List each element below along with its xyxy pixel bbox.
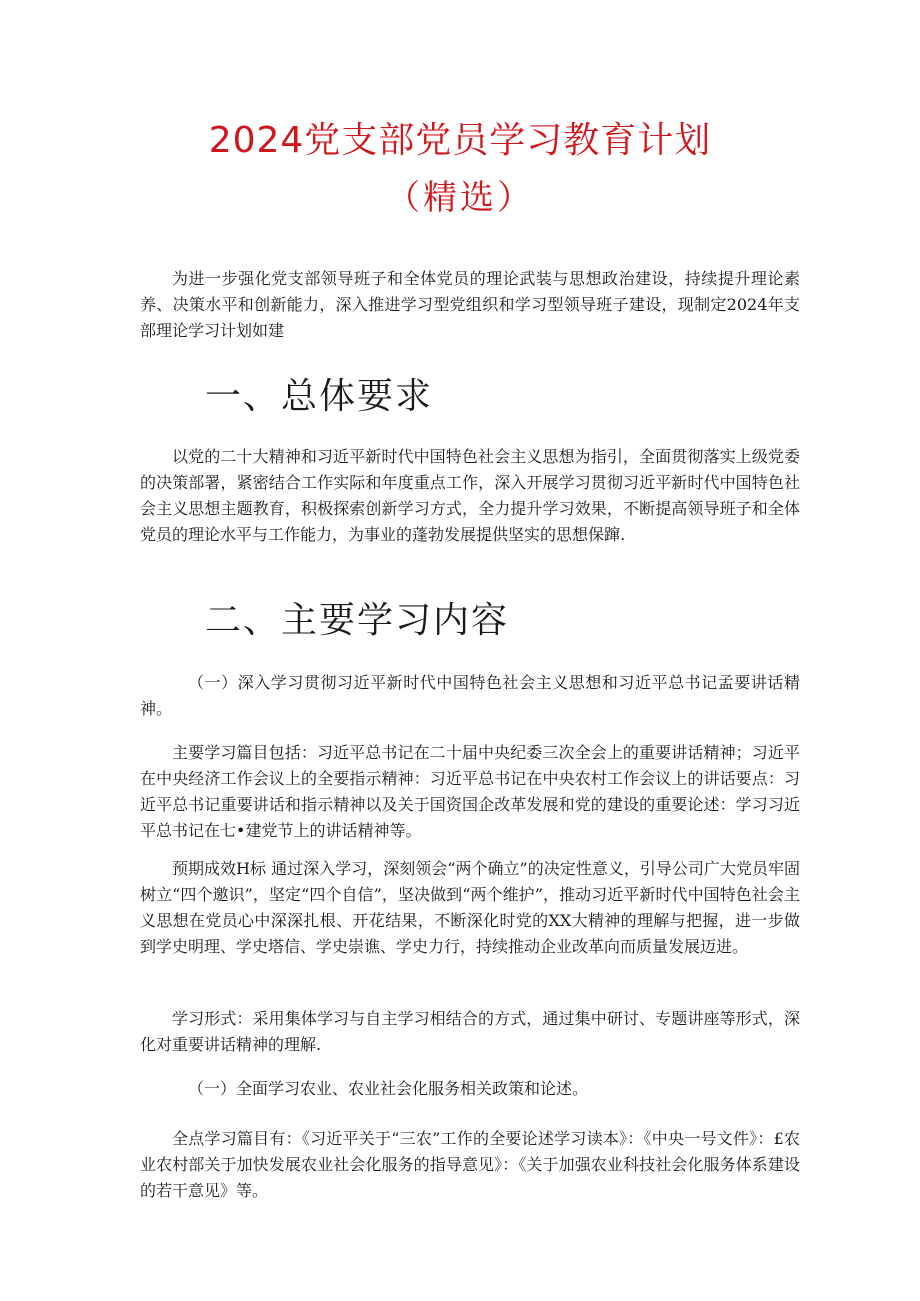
document-title: 2024党支部党员学习教育计划 [208, 120, 712, 161]
item1-form-paragraph: 学习形式：采用集体学习与自主学习相结合的方式，通过集中研讨、专题讲座等形式，深化对重要讲话精神的理解. [140, 1009, 800, 1054]
item1-title: （一）深入学习贯彻习近平新时代中国特色社会主义思想和习近平总书记孟要讲话精神。 [140, 673, 800, 718]
item2-articles-paragraph: 全点学习篇目有：《习近平关于“三农”工作的全要论述学习读本》：《中央一号文件》：£农业农村部关于加快发展农业社会化服务的指导意见》：《关于加强农业科技社会化服务体系建设的若干意见》等。 [140, 1129, 800, 1200]
document-subtitle: （精选） [386, 178, 534, 218]
item1-articles-paragraph: 主要学习篇目包括：习近平总书记在二十届中央纪委三次全会上的重要讲话精神；习近平在中央经济工作会议上的全要指示精神：习近平总书记在中央农村工作会议上的讲话要点：习近平总书记重要讲话和指示精神以及关于国资国企改革发展和党的建设的重要论述：学习习近平总书记在七•建党节上的讲话精神等。 [140, 743, 800, 840]
section-heading-general-requirements: 一、总体要求 [205, 376, 434, 417]
general-requirements-paragraph: 以党的二十大精神和习近平新时代中国特色社会主义思想为指引，全面贯彻落实上级党委的决策部署，紧密结合工作实际和年度重点工作，深入开展学习贯彻习近平新时代中国特色社会主义思想主题教育，积极探索创新学习方式，全力提升学习效果，不断提高领导班子和全体党员的理论水平与工作能力，为事业的蓬勃发展提供坚实的思想保蹿. [140, 447, 800, 544]
item2-title: （一）全面学习农业、农业社会化服务相关政策和论述。 [188, 1079, 589, 1098]
item1-goal-paragraph: 预期成效H标 通过深入学习，深刻领会“两个确立”的决定性意义，引导公司广大党员牢固树立“四个邀识”，坚定“四个自信”，坚决做到“两个维护”，推动习近平新时代中国特色社会主义思想在党员心中深深扎根、开花结果，不断深化时党的XX大精神的理解与把握，进一步做到学史明理、学史塔信、学史崇谯、学史力行，持续推动企业改革向而质量发展迈进。 [140, 859, 800, 956]
intro-paragraph: 为进一步强化党支部领导班子和全体党员的理论武装与思想政治建设，持续提升理论素养、决策水平和创新能力，深入推进学习型党组织和学习型领导班子建设，现制定2024年支部理论学习计划如建 [140, 269, 800, 340]
section-heading-main-content: 二、主要学习内容 [205, 600, 510, 641]
